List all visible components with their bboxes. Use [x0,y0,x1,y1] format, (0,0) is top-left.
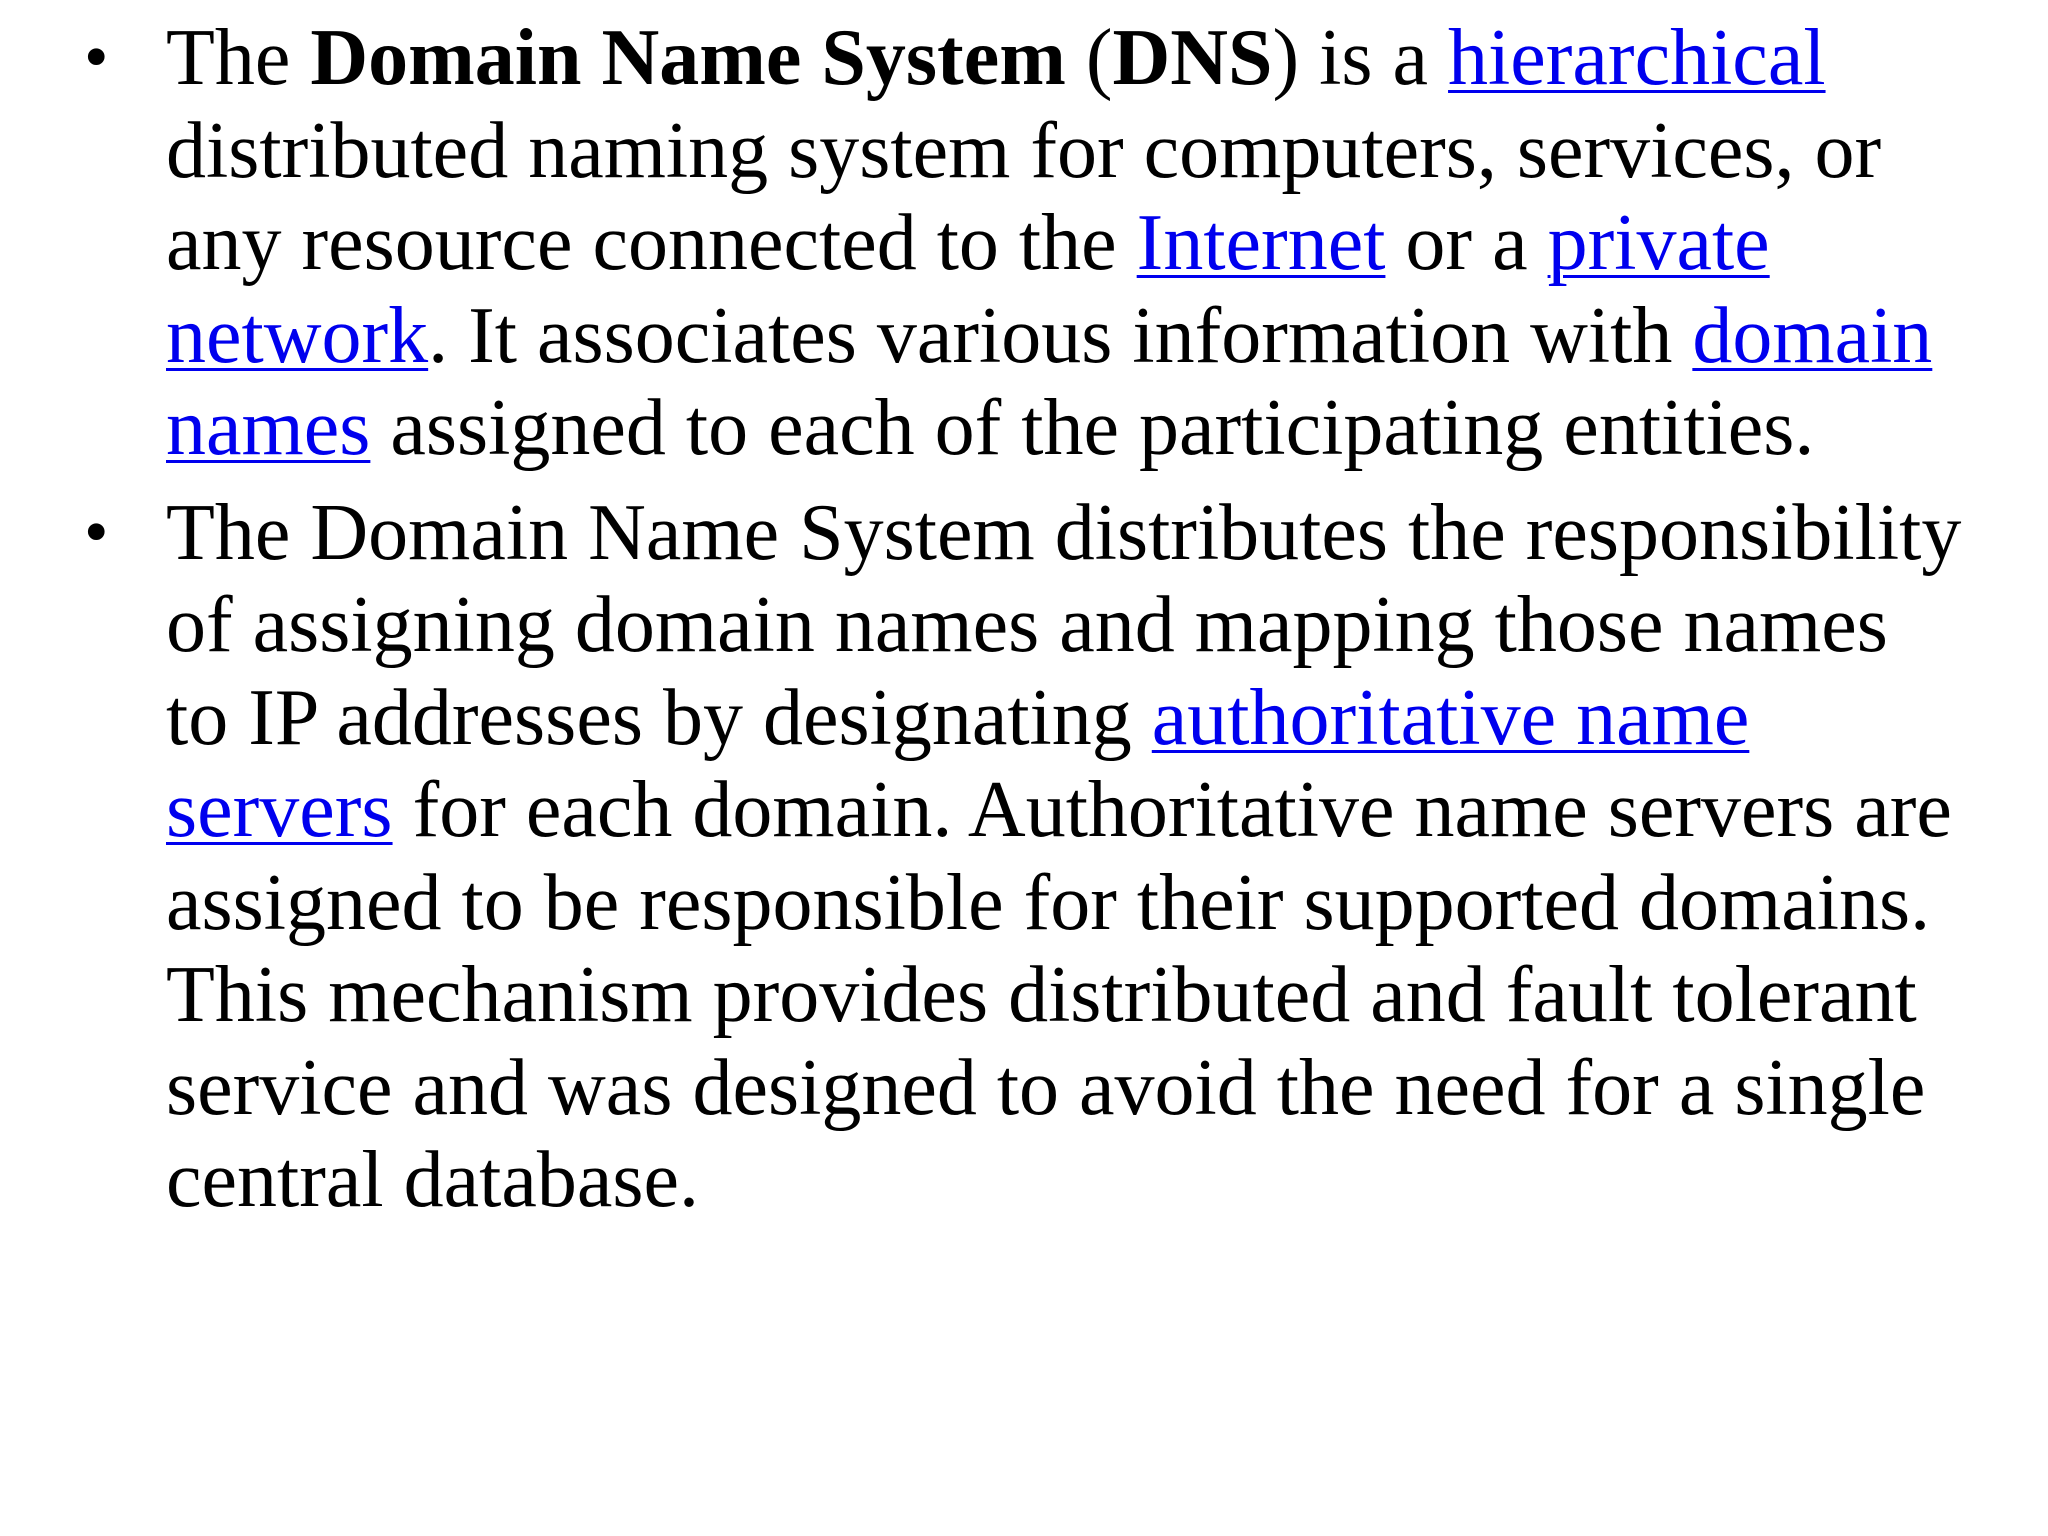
text-segment: ( [1065,14,1113,102]
text-segment: The Domain Name System distributes the responsibility of assigning domain names and mapping those names to IP addresses by designating [166,488,1962,762]
bullet-list [84,12,1966,1239]
link-domain-names[interactable]: domain names [166,291,1933,472]
bullet-point-icon: • [84,19,109,96]
bullet-item-dns-distribution [84,487,1966,1227]
bold-term-dns: DNS [1112,14,1273,102]
text-segment: distributed naming system for computers, services, or any resource connected to the [166,106,1882,287]
link-internet[interactable]: Internet [1136,199,1386,287]
link-authoritative-name-servers[interactable]: authoritative name servers [166,673,1750,854]
text-segment: for each domain. Authoritative name servers are assigned to be responsible for their supported domains. This mechanism provides distributed and fault tolerant service and was designed to avoid the need for a single central database. [166,766,1952,1224]
link-private-network[interactable]: private network [166,199,1770,380]
text-segment: The [166,14,311,102]
text-segment: ) is a [1272,14,1449,102]
text-segment: . It associates various information with [428,291,1693,380]
bullet-item-dns-definition [84,12,1966,475]
text-segment: or a [1385,199,1548,287]
text-segment: assigned to each of the participating entities. [370,384,1815,472]
bold-term-domain-name-system: Domain Name System [310,14,1066,102]
bullet-point-icon: • [84,493,109,571]
link-hierarchical[interactable]: hierarchical [1448,14,1826,102]
